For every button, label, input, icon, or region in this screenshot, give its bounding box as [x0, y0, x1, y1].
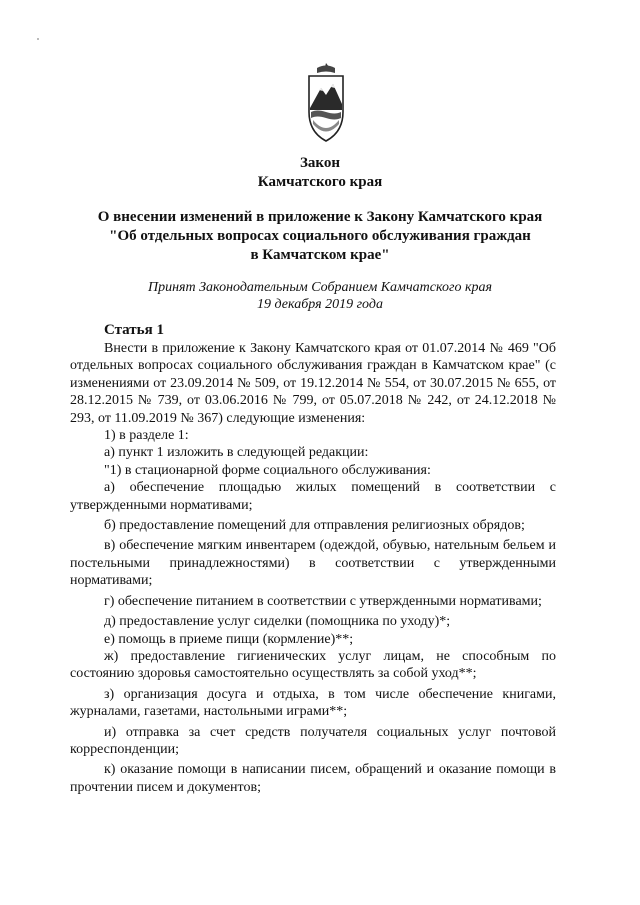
law-title	[0, 154, 640, 192]
paragraph: е) помощь в приеме пищи (кормление)**;	[104, 631, 354, 647]
law-subtitle	[0, 208, 640, 265]
subtitle-line: О внесении изменений в приложение к Закону Камчатского края	[97, 209, 543, 225]
paragraph: к) оказание помощи в написании писем, обращений и оказание помощи в прочтении писем и документов;	[70, 762, 556, 795]
paragraph: з) организация досуга и отдыха, в том числе обеспечение книгами, журналами, газетами, настольными играми**;	[70, 686, 556, 720]
paragraph: ж) предоставление гигиенических услуг лицам, не способным по состоянию здоровья самостоятельно осуществлять за собой уход**;	[70, 648, 556, 682]
paragraph: г) обеспечение питанием в соответствии с утвержденными нормативами;	[104, 593, 542, 609]
law-title-line: Камчатского края	[257, 174, 383, 190]
subtitle-line: "Об отдельных вопросах социального обслуживания граждан	[109, 228, 531, 244]
paragraph: и) отправка за счет средств получателя социальных услуг почтовой корреспонденции;	[70, 724, 556, 757]
paragraph: а) пункт 1 изложить в следующей редакции:	[104, 445, 369, 461]
adoption-note	[0, 279, 640, 313]
article-body	[70, 340, 556, 796]
kamchatka-coat-of-arms-icon	[295, 62, 357, 144]
subtitle-line: в Камчатском крае"	[250, 247, 390, 263]
paragraph: б) предоставление помещений для отправления религиозных обрядов;	[104, 518, 525, 534]
paragraph: в) обеспечение мягким инвентарем (одеждой, обувью, нательным бельем и постельными принадлежностями) в соответствии с утвержденными нормативами;	[70, 538, 556, 589]
article-heading: Статья 1	[104, 322, 164, 338]
adoption-date: 19 декабря 2019 года	[257, 297, 383, 312]
law-title-line: Закон	[299, 155, 340, 171]
paragraph: 1) в разделе 1:	[104, 428, 189, 444]
paragraph: Внести в приложение к Закону Камчатского края от 01.07.2014 № 469 "Об отдельных вопросах социального обслуживания граждан в Камчатском крае" (с изменениями от 23.09.2014 № 509, от 19.12.2014 № 554, от 30.07.2015 № 655, от 28.12.2015 № 739, от 03.06.2016 № 799, от 05.07.2018 № 242, от 24.12.2018 № 293, от 11.09.2019 № 367) следующие изменения:	[70, 341, 556, 426]
paragraph: а) обеспечение площадью жилых помещений в соответствии с утвержденными нормативами;	[70, 480, 556, 513]
adoption-line: Принят Законодательным Собранием Камчатского края	[147, 280, 493, 295]
paragraph: "1) в стационарной форме социального обслуживания:	[104, 462, 431, 478]
scan-dot	[37, 38, 39, 40]
paragraph: д) предоставление услуг сиделки (помощника по уходу)*;	[104, 614, 451, 630]
